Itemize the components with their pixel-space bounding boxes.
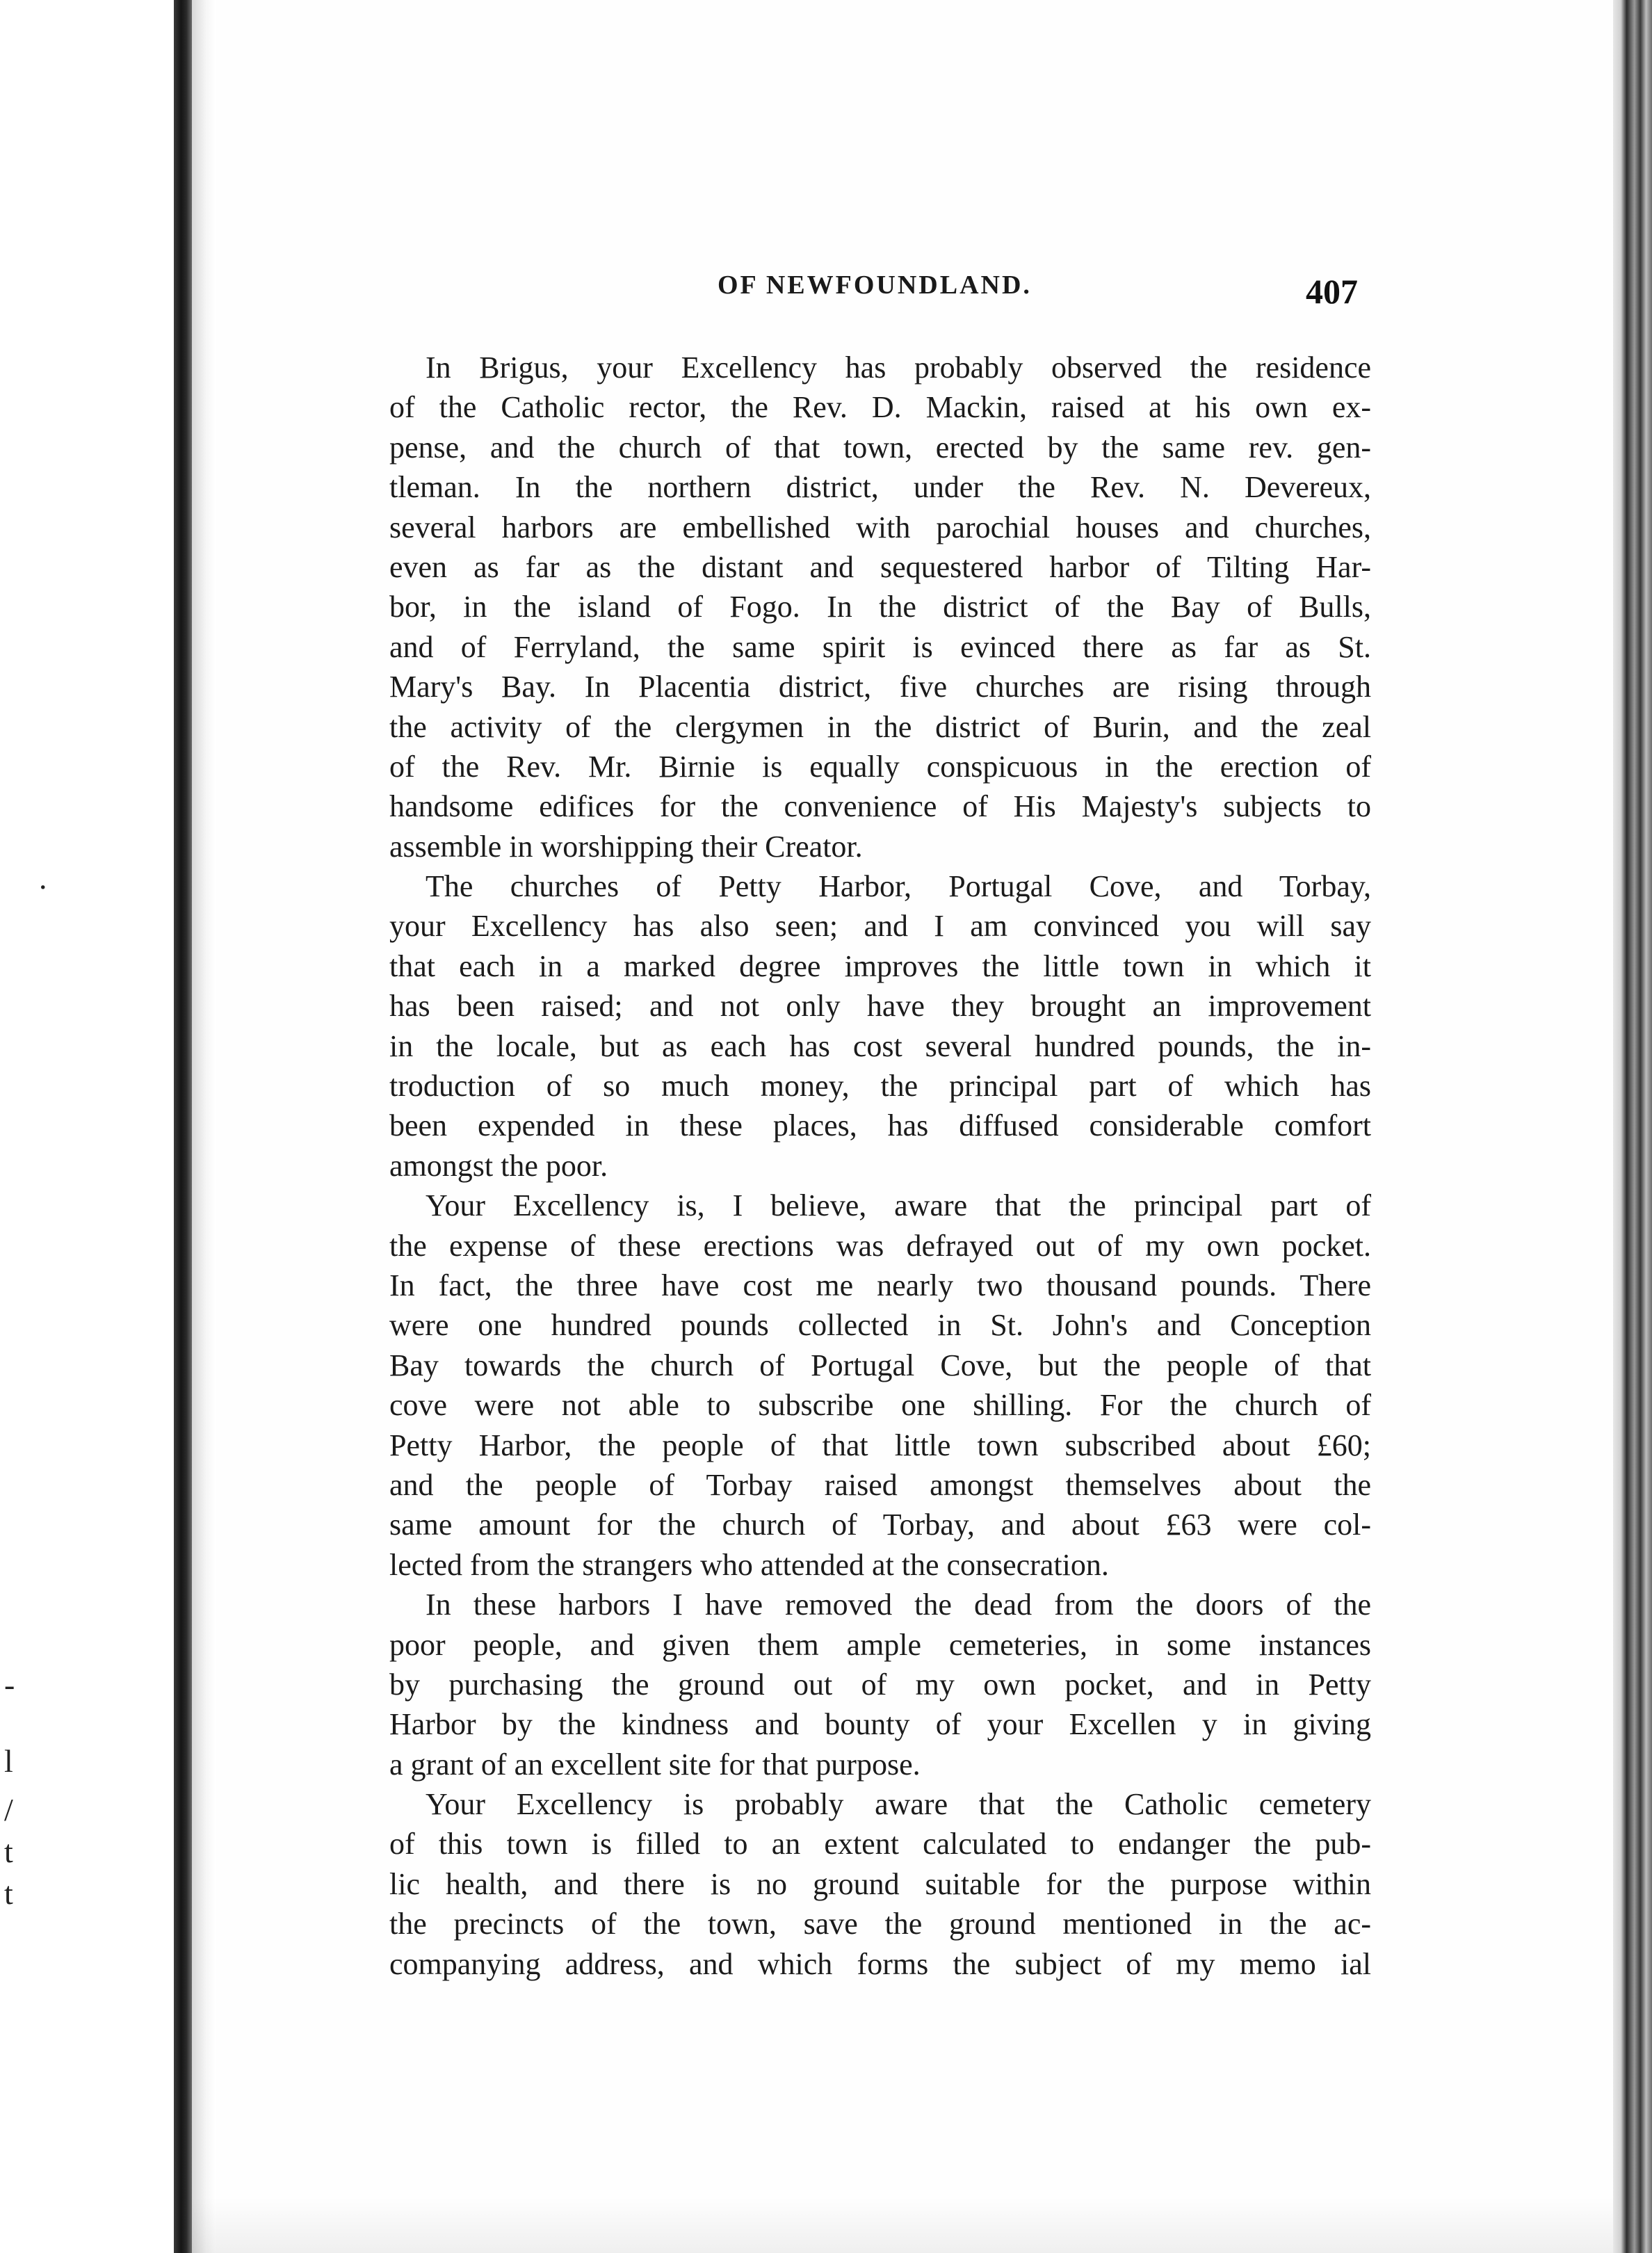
text-line: the activity of the clergymen in the district of Burin, and the zeal [389, 709, 1371, 744]
running-head: OF NEWFOUNDLAND. [718, 270, 1032, 300]
text-line: Your Excellency is, I believe, aware that the principal part of [426, 1188, 1371, 1223]
page-bottom-shade [192, 2197, 1613, 2253]
text-line: pense, and the church of that town, erected by the same rev. gen- [389, 430, 1371, 465]
text-line: same amount for the church of Torbay, and about £63 were col- [389, 1508, 1371, 1542]
text-line: In these harbors I have removed the dead from the doors of the [426, 1588, 1371, 1622]
paragraph [389, 1585, 1371, 1784]
text-line: has been raised; and not only have they brought an improvement [389, 989, 1371, 1024]
stray-mark: t [4, 1875, 13, 1911]
stray-mark: . [39, 860, 47, 896]
text-line: lected from the strangers who attended at the consecration. [389, 1547, 1109, 1582]
text-line: Mary's Bay. In Placentia district, five churches are rising through [389, 670, 1371, 704]
text-line: tleman. In the northern district, under the Rev. N. Devereux, [389, 470, 1371, 505]
text-line: of this town is filled to an extent calculated to endanger the pub- [389, 1827, 1371, 1862]
text-line: your Excellency has also seen; and I am convinced you will say [389, 909, 1371, 944]
body-text [389, 348, 1371, 1984]
text-line: cove were not able to subscribe one shilling. For the church of [389, 1388, 1371, 1423]
text-line: companying address, and which forms the subject of my memo ial [389, 1946, 1371, 1981]
paragraph [389, 1784, 1371, 1984]
text-line: several harbors are embellished with parochial houses and churches, [389, 510, 1371, 544]
text-line: even as far as the distant and sequestered harbor of Tilting Har- [389, 549, 1371, 584]
text-line: been expended in these places, has diffused considerable comfort [389, 1108, 1371, 1143]
text-line: the precincts of the town, save the ground mentioned in the ac- [389, 1907, 1371, 1941]
text-line: and of Ferryland, the same spirit is evinced there as far as St. [389, 629, 1371, 664]
text-line: of the Catholic rector, the Rev. D. Mackin, raised at his own ex- [389, 390, 1371, 425]
text-line: in the locale, but as each has cost several hundred pounds, the in- [389, 1028, 1371, 1063]
text-line: assemble in worshipping their Creator. [389, 829, 863, 864]
text-line: the expense of these erections was defrayed out of my own pocket. [389, 1228, 1371, 1263]
text-line: were one hundred pounds collected in St. John's and Conception [389, 1308, 1371, 1343]
text-line: bor, in the island of Fogo. In the district of the Bay of Bulls, [389, 590, 1371, 624]
text-line: amongst the poor. [389, 1148, 608, 1183]
page-number: 407 [1306, 272, 1358, 311]
book-binding [174, 0, 192, 2253]
paragraph [389, 348, 1371, 866]
page-edges [1613, 0, 1652, 2253]
text-line: handsome edifices for the convenience of His Majesty's subjects to [389, 789, 1371, 824]
text-line: that each in a marked degree improves the little town in which it [389, 948, 1371, 983]
binding-shadow [192, 0, 216, 2253]
left-page-margin [0, 0, 174, 2253]
paragraph [389, 1186, 1371, 1585]
text-line: Harbor by the kindness and bounty of your Excellen y in giving [389, 1707, 1371, 1742]
text-line: Petty Harbor, the people of that little town subscribed about £60; [389, 1428, 1371, 1462]
text-line: poor people, and given them ample cemeteries, in some instances [389, 1627, 1371, 1662]
text-line: by purchasing the ground out of my own pocket, and in Petty [389, 1667, 1371, 1702]
stray-mark: - [4, 1667, 15, 1702]
text-line: and the people of Torbay raised amongst themselves about the [389, 1467, 1371, 1502]
text-line: In fact, the three have cost me nearly two thousand pounds. There [389, 1268, 1371, 1302]
text-line: a grant of an excellent site for that purpose. [389, 1747, 921, 1782]
text-line: Your Excellency is probably aware that the Catholic cemetery [426, 1787, 1371, 1822]
text-line: Bay towards the church of Portugal Cove, but the people of that [389, 1348, 1371, 1382]
text-line: The churches of Petty Harbor, Portugal Cove, and Torbay, [426, 869, 1371, 904]
text-line: In Brigus, your Excellency has probably observed the residence [426, 350, 1371, 385]
stray-mark: t [4, 1834, 13, 1869]
text-line: of the Rev. Mr. Birnie is equally conspicuous in the erection of [389, 749, 1371, 784]
text-line: lic health, and there is no ground suitable for the purpose within [389, 1866, 1371, 1901]
paragraph [389, 866, 1371, 1186]
text-line: troduction of so much money, the principal part of which has [389, 1069, 1371, 1104]
stray-mark: l [4, 1743, 13, 1779]
stray-mark: / [4, 1792, 13, 1827]
